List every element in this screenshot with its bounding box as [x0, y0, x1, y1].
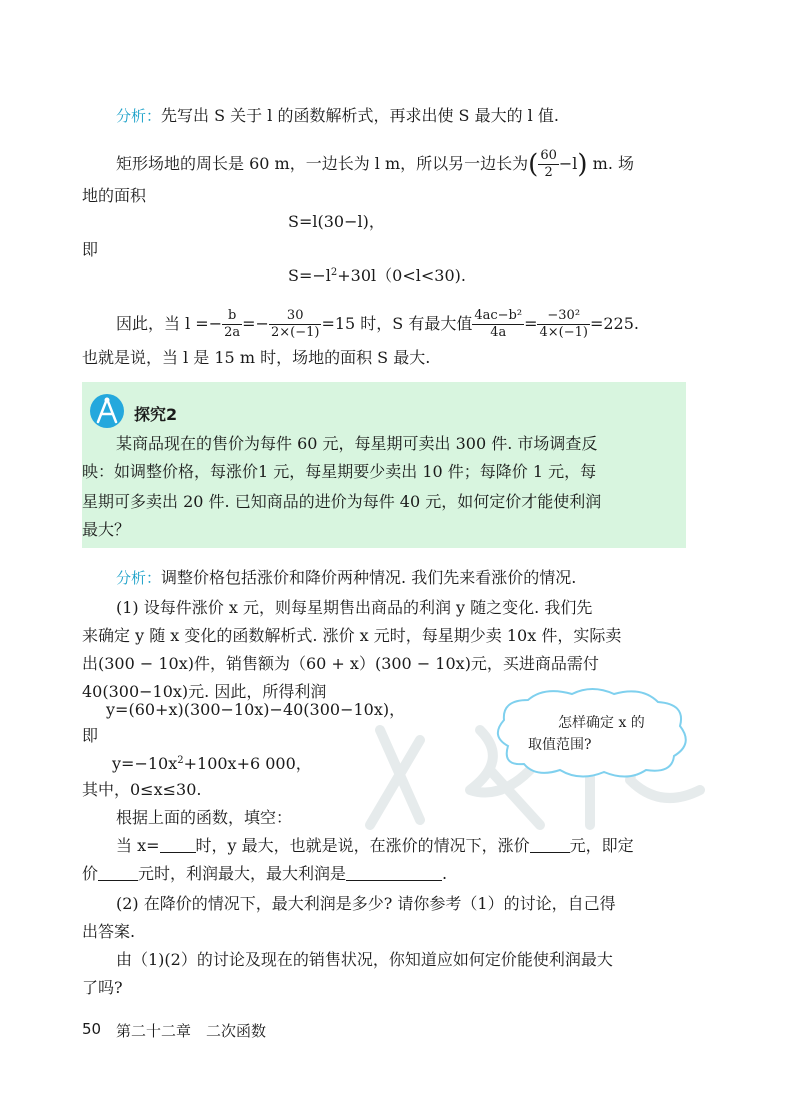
- therefore-p3: =15 时，S 有最大值: [321, 314, 473, 333]
- bubble-line-1: 怎样确定 x 的: [558, 715, 645, 731]
- therefore-p5: =225.: [589, 314, 639, 333]
- f1-num: b: [222, 308, 242, 325]
- area-line: 地的面积: [82, 186, 147, 205]
- fill-blank-price[interactable]: [98, 864, 138, 881]
- final-line: 由（1)(2）的讨论及现在的销售状况，你知道应如何定价能使利润最大: [116, 950, 613, 969]
- fraction-max: [537, 308, 589, 341]
- analysis-label: 分析：: [116, 107, 162, 125]
- analysis-text: 调整价格包括涨价和降价两种情况. 我们先来看涨价的情况.: [161, 568, 577, 587]
- fraction-vertex: [472, 308, 524, 341]
- ji-1: 即: [82, 240, 99, 259]
- fraction-60-over-2: [538, 148, 559, 181]
- f2-den: 2×(−1): [270, 325, 320, 340]
- fraction-b-2a: [222, 308, 242, 341]
- f2-num: 30: [269, 308, 321, 325]
- equation-profit-expanded: [112, 754, 312, 774]
- explore-line: 某商品现在的售价为每件 60 元，每星期可卖出 300 件. 市场调查反: [116, 434, 598, 453]
- fill2-p3: .: [442, 864, 448, 883]
- fill-intro: 根据上面的函数，填空：: [116, 808, 293, 827]
- range-line: 其中，0≤x≤30.: [82, 780, 202, 799]
- perimeter-line: [116, 148, 634, 181]
- right-paren: ): [577, 149, 588, 180]
- eq4-sup: 2: [177, 755, 184, 766]
- fill-blank-max-profit[interactable]: [346, 864, 442, 881]
- part2-line: (2) 在降价的情况下，最大利润是多少? 请你参考（1）的讨论，自己得: [116, 894, 616, 913]
- left-paren: (: [528, 149, 539, 180]
- eq2-a: S=−l: [288, 266, 331, 285]
- therefore-p2: =−: [242, 314, 269, 333]
- minus-l: −l: [558, 154, 578, 173]
- final-line: 了吗?: [82, 978, 123, 997]
- f1-den: 2a: [224, 325, 241, 340]
- analysis-text: 先写出 S 关于 l 的函数解析式，再求出使 S 最大的 l 值.: [161, 106, 559, 125]
- equation-area-expanded: [288, 266, 466, 286]
- eq4-a: y=−10x: [112, 754, 178, 773]
- explore-line: 星期可多卖出 20 件. 已知商品的进价为每件 40 元，如何定价才能使利润: [82, 492, 602, 511]
- part1-line: 出(300 − 10x)件，销售额为（60 + x）(300 − 10x)元，买进商品需付: [82, 654, 599, 673]
- fill2-p1: 价: [82, 864, 99, 883]
- perimeter-text: 矩形场地的周长是 60 m，一边长为 l m，所以另一边长为: [116, 154, 529, 173]
- explore-title: 探究2: [134, 405, 178, 424]
- part1-line: 40(300−10x)元. 因此，所得利润: [82, 682, 327, 701]
- fill-line-2: [82, 864, 447, 884]
- chapter-title: 第二十二章 二次函数: [116, 1022, 267, 1040]
- f4-den: 4×(−1): [539, 325, 588, 340]
- ji-2: 即: [82, 726, 99, 745]
- therefore-p4: =: [524, 314, 538, 333]
- explore-box: [82, 382, 686, 548]
- compass-icon: [90, 394, 124, 428]
- part1-line: (1) 设每件涨价 x 元，则每星期售出商品的利润 y 随之变化. 我们先: [116, 598, 593, 617]
- frac-num: 60: [540, 148, 557, 163]
- perimeter-tail: m. 场: [592, 154, 635, 173]
- therefore-p1: 因此，当 l =−: [116, 314, 223, 333]
- fraction-30: [269, 308, 321, 341]
- fill1-p3: 元，即定: [569, 836, 634, 855]
- thought-bubble: [488, 686, 692, 782]
- f3-num: 4ac−b²: [474, 308, 523, 323]
- conclusion-1: 也就是说，当 l 是 15 m 时，场地的面积 S 最大.: [82, 348, 431, 367]
- part1-line: 来确定 y 随 x 变化的函数解析式. 涨价 x 元时，每星期少卖 10x 件，实际卖: [82, 626, 622, 645]
- eq4-b: +100x+6 000，: [183, 754, 312, 773]
- explore-line: 最大？: [82, 520, 131, 539]
- f4-num: −30²: [537, 308, 589, 325]
- bubble-line-2: 取值范围?: [528, 737, 592, 753]
- part2-line: 出答案.: [82, 922, 136, 941]
- eq2-sup: 2: [330, 267, 338, 278]
- frac-den: 2: [544, 165, 553, 180]
- equation-area: S=l(30−l)，: [288, 212, 385, 231]
- f3-den: 4a: [490, 325, 507, 340]
- fill1-p2: 时，y 最大，也就是说，在涨价的情况下，涨价: [195, 836, 530, 855]
- page-number: 50: [82, 1020, 102, 1038]
- analysis-label: 分析：: [116, 569, 162, 587]
- eq2-b: +30l（0<l<30).: [337, 266, 466, 285]
- fill2-p2: 元时，利润最大，最大利润是: [138, 864, 347, 883]
- fill1-p1: 当 x=: [116, 836, 160, 855]
- therefore-line: [116, 308, 639, 341]
- explore-line: 映：如调整价格，每涨价1 元，每星期要少卖出 10 件；每降价 1 元，每: [82, 462, 597, 481]
- analysis-paragraph-2: [116, 568, 576, 588]
- equation-profit: y=(60+x)(300−10x)−40(300−10x)，: [106, 700, 406, 719]
- analysis-paragraph-1: [116, 106, 559, 126]
- fill-blank-x[interactable]: [160, 836, 196, 853]
